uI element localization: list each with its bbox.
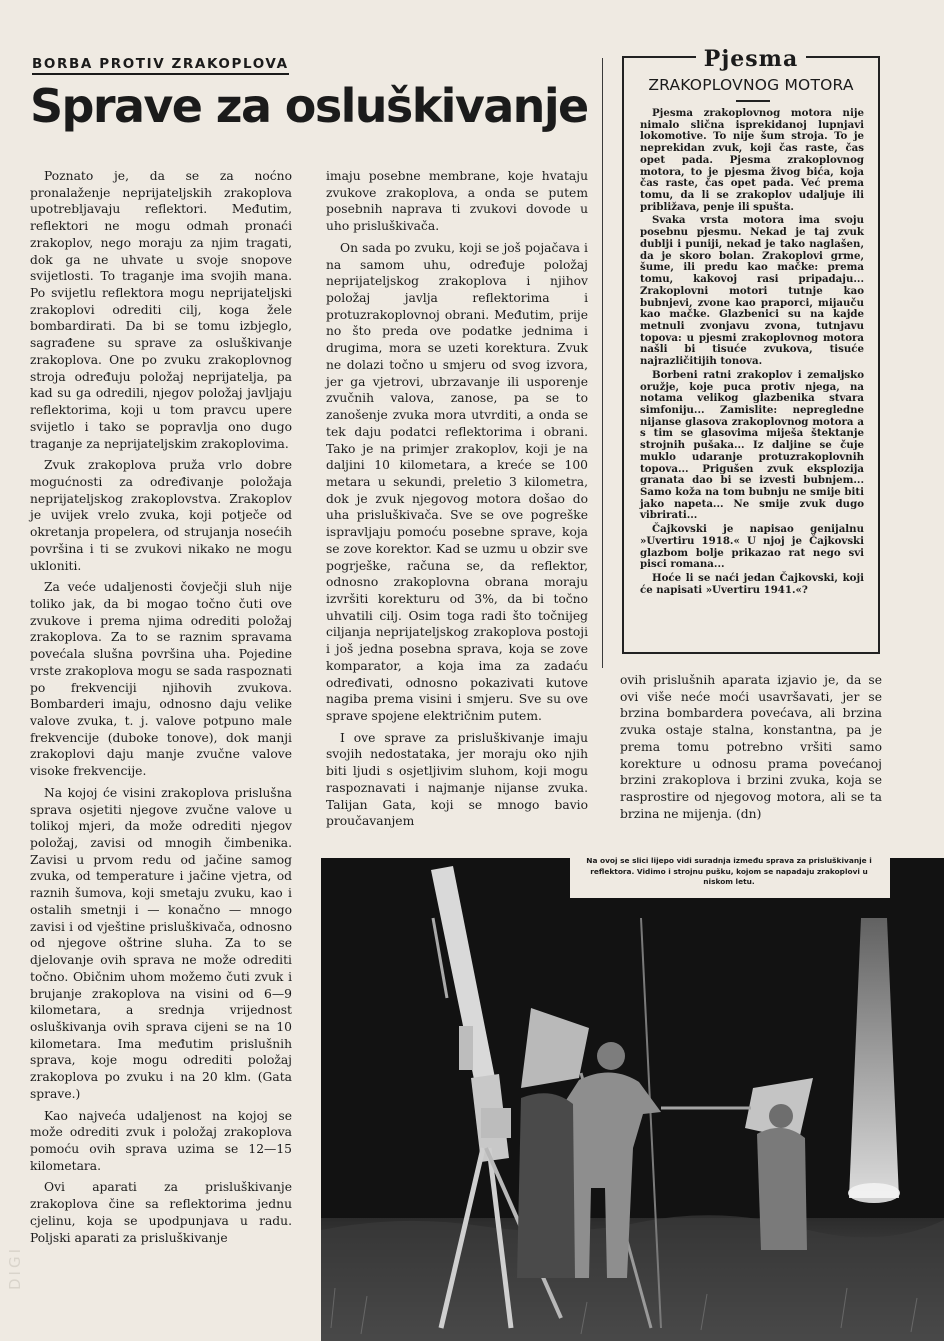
paragraph: I ove sprave za prisluškivanje imaju svojih nedostataka, jer moraju oko njih biti ljudi s osjetljivim sluhom, koji mogu raspoznavati i najmanje nijanse zvuka. Talijan Gata, koji se mnogo bavio proučavanjem: [326, 730, 588, 829]
sidebar-paragraph: Borbeni ratni zrakoplov i zemaljsko oružje, koje puca protiv njega, na notama velikog glazbenika stvara simfoniju... Zamislite: nepregledne nijanse glasova zrakoplovnog motora a s tim se glasovima miješa štektanje strojnih pušaka... Iz daljine se čuje muklo udaranje protuzrakoplovnih topova... Prigušen zvuk eksplozija granata dao bi se izvesti bubnjem... Samo koža na tom bubnju ne smije biti jako napeta... Ne smije zvuk dugo vibrirati...: [640, 368, 864, 522]
sidebar-paragraph: Čajkovski je napisao genijalnu »Uvertiru 1918.« U njoj je Čajkovski glazbom bolje prikazao rat nego svi pisci romana...: [640, 523, 864, 571]
photo-caption: Na ovoj se slici lijepo vidi suradnja između sprava za prisluškivanje i reflektora. Vidimo i strojnu pušku, kojom se napadaju zrakoplovi u niskom letu.: [586, 856, 872, 887]
sidebar-paragraph: Pjesma zrakoplovnog motora nije nimalo slična isprekidanoj lupnjavi lokomotive. To nije šum stroja. To je neprekidan zvuk, koji čas raste, čas opet pada. Pjesma zrakoplovnog motora, to je pjesma živog bića, koja čas raste, čas opet pada. Već prema tomu, da li se zrakoplov udaljuje ili približava, penje ili spušta.: [640, 107, 864, 213]
paragraph: Na kojoj će visini zrakoplova prislušna sprava osjetiti njegove zvučne valove u tolikoj mjeri, da može odrediti njegov položaj, zavisi od mnogih čimbenika. Zavisi u prvom redu od jačine samog zvuka, od temperature i jačine vjetra, od raznih šumova, koji smetaju zvuku, kao i ostalih smetnji i — konačno — mnogo zavisi i od vještine prisluškivača, odnosno od njegove oštrine sluha. Za to se djelovanje ovih sprava ne može odrediti točno. Običnim uhom možemo čuti zvuk i brujanje zrakoplova na visini od 6—9 kilometara, a srednja vrijednost osluškivanja ovih sprava cijeni se na 10 kilometara. Ima međutim prislušnih sprava, koje mogu odrediti položaj zrakoplova po zvuku i na 20 klm. (Gata sprave.): [30, 785, 292, 1101]
sidebar-box: [622, 46, 880, 654]
sidebar-paragraph: Svaka vrsta motora ima svoju posebnu pjesmu. Nekad je taj zvuk dublji i puniji, nekad je tako naglašen, da je skoro bolan. Zrakoplovi grme, šume, ili predu kao mačke: prema tomu, kakovoj rasi pripadaju... Zrakoplovni motori tutnje kao bubnjevi, zvone kao praporci, mijauču kao mačke. Glazbenici su na kajde metnuli zvonjavu zvona, tutnjavu topova: u pjesmi zrakoplovnog motora našli bi tisuće zvukova, tisuće najrazličitijih tonova.: [640, 214, 864, 368]
sidebar-subtitle: ZRAKOPLOVNOG MOTORA: [648, 76, 854, 94]
paragraph: Ovi aparati za prisluškivanje zrakoplova čine sa reflektorima jednu cjelinu, koja se upodpunjava u radu. Poljski aparati za prisluškivanje: [30, 1180, 292, 1245]
headline: Sprave za osluškivanje: [30, 79, 588, 133]
column-divider: [602, 58, 603, 668]
paragraph: ovih prislušnih aparata izjavio je, da se ovi više neće moći usavršavati, jer se brzina bombardera povećava, ali brzina zvuka ostaje stalna, konstantna, pa je prema tomu potrebno vršiti samo korekture u odnosu prama povećanoj brzini zrakoplova i brzini zvuka, koja se rasprostire od njegovog motora, ali se ta brzina ne mijenja. (dn): [620, 673, 882, 821]
article-column-2: [326, 168, 588, 835]
sidebar-text: [640, 108, 864, 598]
paragraph: imaju posebne membrane, koje hvataju zvukove zrakoplova, a onda se putem posebnih naprava ti zvukovi dovode u uho prisluškivača.: [326, 169, 588, 234]
paragraph: Zvuk zrakoplova pruža vrlo dobre mogućnosti za određivanje položaja neprijateljskog zrakoplovstva. Zrakoplov je uvijek vrelo zvuka, koji potječe od okretanja propelera, od strujanja nosećih površina i ti se zvukovi nikako ne mogu ukloniti.: [30, 458, 292, 573]
sidebar-rule: [736, 100, 770, 102]
article-column-3: [620, 672, 882, 827]
sidebar-title-text: Pjesma: [696, 46, 806, 72]
sidebar-paragraph: Hoće li se naći jedan Čajkovski, koji će napisati »Uvertiru 1941.«?: [640, 572, 864, 596]
section-kicker: BORBA PROTIV ZRAKOPLOVA: [32, 56, 289, 75]
sidebar-title: [624, 46, 878, 72]
paragraph: On sada po zvuku, koji se još pojačava i na samom uhu, određuje položaj neprijateljskog zrakoplova i njihov položaj javlja reflektorima i protuzrakoplovnoj obrani. Međutim, prije no što preda ove podatke jednima i drugima, mora se uzeti korektura. Zvuk ne dolazi točno u smjeru od svog izvora, jer ga vjetrovi, ubrzavanje ili usporenje zvučnih valova, zanose, pa se to zanošenje zvuka mora utvrditi, a onda se tek daju podatci reflektorima i obrani. Tako je na primjer zrakoplov, koji je na daljini 10 kilometara, a kreće se 100 metara u sekundi, preletio 3 kilometra, dok je zvuk njegovog motora došao do uha prisluškivača. Sve se ove pogreške ispravljaju pomoću posebne sprave, koja se zove korektor. Kad se uzmu u obzir sve pogrješke, računa se, da reflektor, odnosno zrakoplovna obrana moraju izvršiti korekturu od 3%, da bi točno uhvatili cilj. Osim toga radi što točnijeg ciljanja neprijateljskog zrakoplova postoji i još jedna posebna sprava, koja se zove komparator, a koja ima za zadaću određivati, odnosno pokazivati kutove nagiba prema visini i smjeru. Sve su ove sprave spojene električnim putem.: [326, 240, 588, 723]
paragraph: Kao najveća udaljenost na kojoj se može odrediti zvuk i položaj zrakoplova pomoću ovih sprava uzima se 12—15 kilometara.: [30, 1108, 292, 1173]
photo-caption-box: [570, 852, 890, 898]
paragraph: Za veće udaljenosti čovječji sluh nije toliko jak, da bi mogao točno čuti ove zvukove i prema njima odrediti položaj zrakoplova. Za to se raznim spravama povećala slušna površina uha. Pojedine vrste zrakoplova mogu se sada raspoznati po frekvenciji njihovih zvukova. Bombarderi imaju, odnosno daju velike valove zvuka, t. j. valove potpuno male frekvencije (duboke tonove), dok manji zrakoplovi daju manje zvučne valove visoke frekvencije.: [30, 580, 292, 779]
watermark: DIGI: [6, 1245, 24, 1290]
article-column-1: [30, 168, 292, 1251]
paragraph: Poznato je, da se za noćno pronalaženje neprijateljskih zrakoplova upotrebljavaju reflektori. Međutim, reflektori ne mogu odmah pronaći zrakoplov, nego moraju za njim tragati, dok ga ne uhvate u svoje snopove svijetlosti. To traganje ima svojih mana. Po svijetlu reflektora mogu neprijateljski zrakoplovi odrediti cilj, koga žele bombardirati. Da bi se tomu izbjeglo, sagrađene su sprave za osluškivanje zrakoplova. One po zvuku zrakoplovnog stroja određuju položaj neprijatelja, pa kad su ga odredili, njegov položaj javljaju reflektorima, koji u tom pravcu upere svijetlo i tako se popravlja ono dugo traganje za neprijateljskim zrakoplovima.: [30, 169, 292, 451]
night-listening-device-photo: [321, 858, 944, 1341]
